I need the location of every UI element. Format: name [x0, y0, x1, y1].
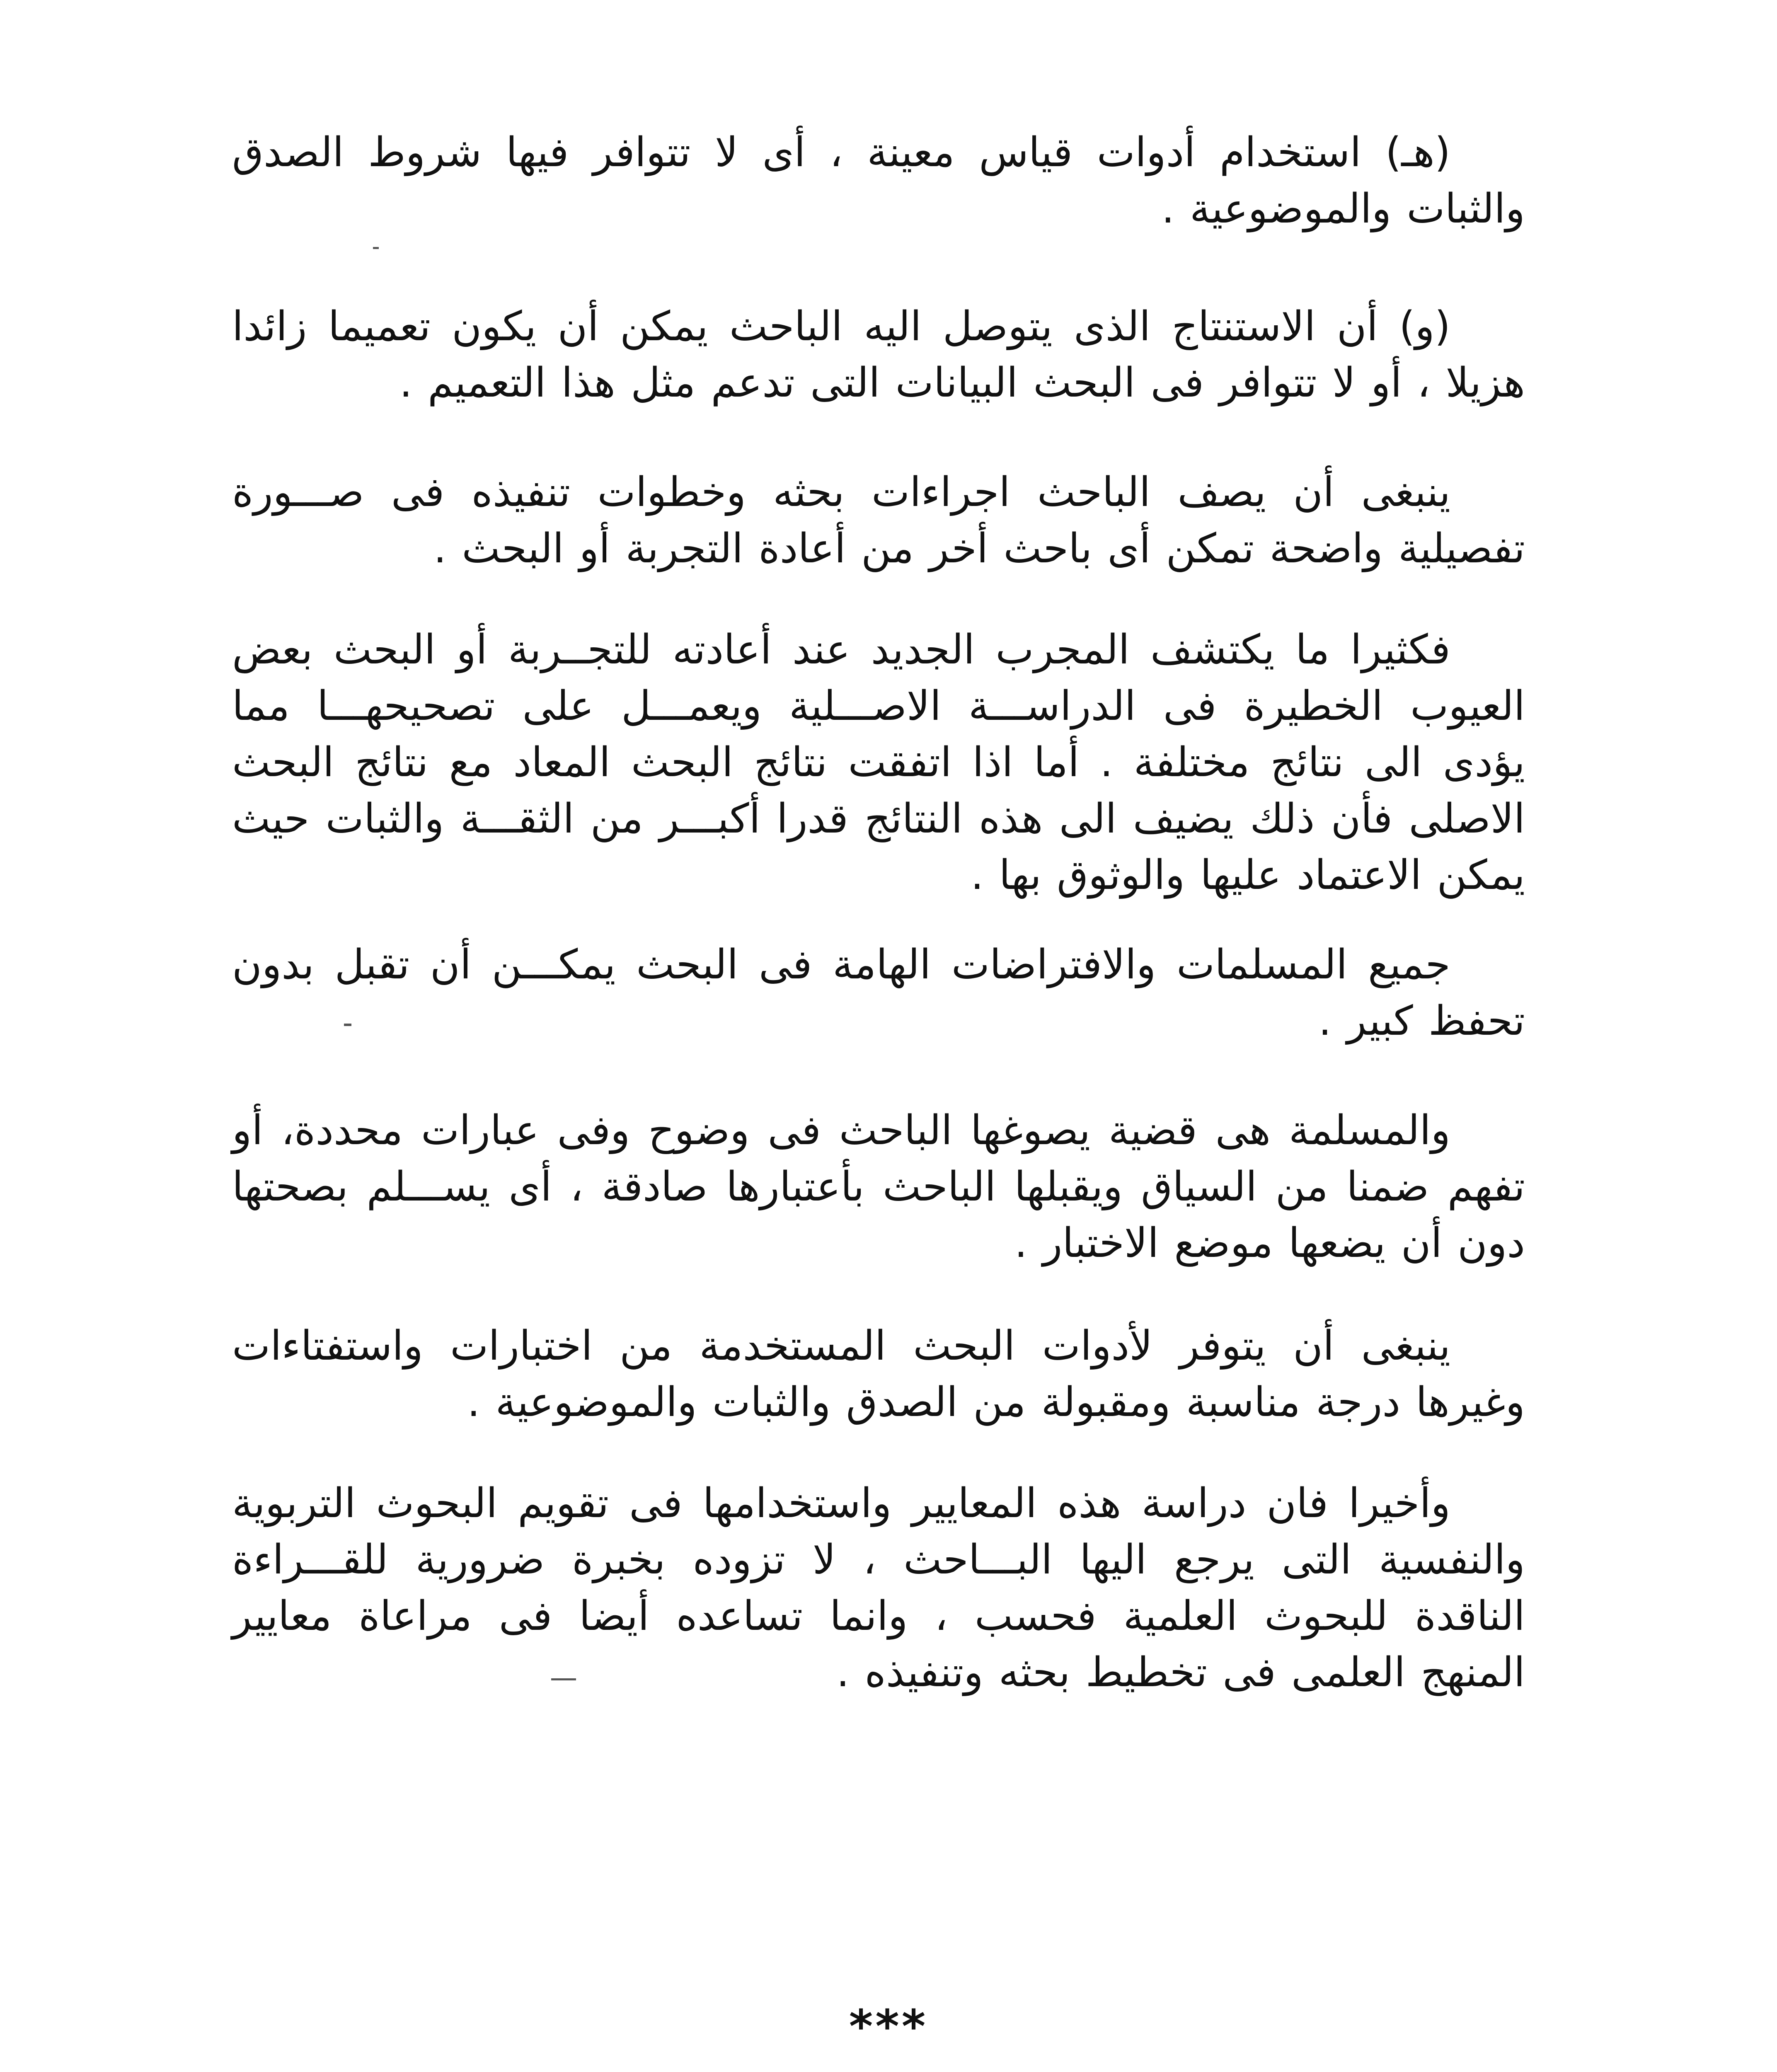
scan-speck	[373, 247, 379, 249]
scan-speck	[551, 1678, 576, 1680]
paragraph-w	[232, 298, 1525, 411]
paragraph-text: (هـ) استخدام أدوات قياس معينة ، أى لا تتوافر فيها شروط الصدق والثبات والموضوعية .	[232, 129, 1525, 232]
paragraph-instruments	[232, 1318, 1525, 1431]
paragraph-text: (و) أن الاستنتاج الذى يتوصل اليه الباحث يمكن أن يكون تعميما زائدا هزيلا ، أو لا تتوافر فى البحث البيانات التى تدعم مثل هذا التعميم .	[232, 303, 1525, 407]
paragraph-postulate	[232, 1102, 1525, 1271]
paragraph-text: والمسلمة هى قضية يصوغها الباحث فى وضوح وفى عبارات محددة، أو تفهم ضمنا من السياق ويقبلها الباحث بأعتبارها صادقة ، أى يســـلم بصحتها دون أن يضعها موضع الاختبار .	[232, 1107, 1525, 1267]
paragraph-text: فكثيرا ما يكتشف المجرب الجديد عند أعادته للتجــربة أو البحث بعض العيوب الخطيرة فى الدراســـة الاصـــلية ويعمـــل على تصحيحهـــا مما يؤدى الى نتائج مختلفة . أما اذا اتفقت نتائج البحث المعاد مع نتائج البحث الاصلى فأن ذلك يضيف الى هذه النتائج قدرا أكبـــر من الثقـــة والثبات حيث يمكن الاعتماد عليها والوثوق بها .	[232, 626, 1525, 899]
paragraph-assumptions	[232, 937, 1525, 1049]
paragraph-text: وأخيرا فان دراسة هذه المعايير واستخدامها فى تقويم البحوث التربوية والنفسية التى يرجع اليها البـــاحث ، لا تزوده بخبرة ضرورية للقـــراءة الناقدة للبحوث العلمية فحسب ، وانما تساعده أيضا فى مراعاة معايير المنهج العلمى فى تخطيط بحثه وتنفيذه .	[232, 1480, 1525, 1696]
paragraph-conclusion	[232, 1475, 1525, 1701]
paragraph-h	[232, 124, 1525, 237]
paragraph-text: ينبغى أن يصف الباحث اجراءات بحثه وخطوات تنفيذه فى صـــورة تفصيلية واضحة تمكن أى باحث أخر من أعادة التجربة أو البحث .	[232, 469, 1525, 572]
section-separator: ***	[849, 2000, 928, 2053]
paragraph-replication	[232, 622, 1525, 903]
paragraph-procedures	[232, 464, 1525, 577]
scan-speck	[344, 1024, 351, 1026]
paragraph-text: جميع المسلمات والافتراضات الهامة فى البحث يمكـــن أن تقبل بدون تحفظ كبير .	[232, 941, 1525, 1045]
paragraph-text: ينبغى أن يتوفر لأدوات البحث المستخدمة من اختبارات واستفتاءات وغيرها درجة مناسبة ومقبولة من الصدق والثبات والموضوعية .	[232, 1322, 1525, 1426]
